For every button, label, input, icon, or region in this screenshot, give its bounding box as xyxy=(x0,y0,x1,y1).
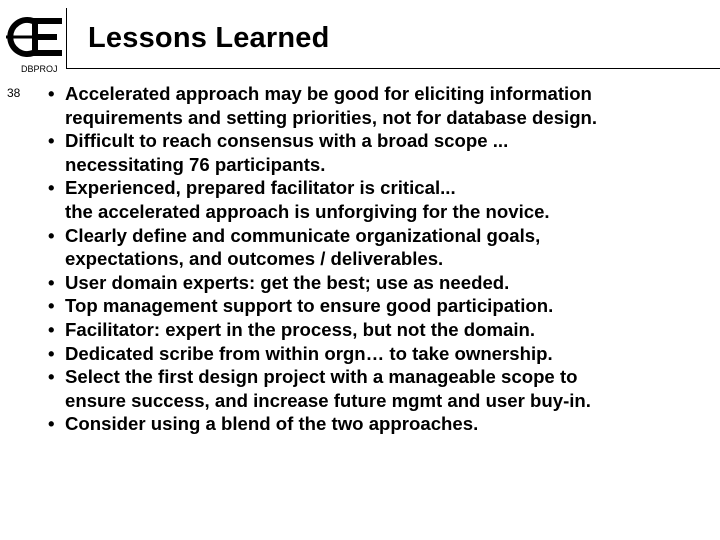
bullet-item xyxy=(48,342,716,366)
bullet-item xyxy=(48,294,716,318)
bullet-icon: • xyxy=(48,130,55,152)
header-vertical-divider xyxy=(66,8,67,68)
bullet-item xyxy=(48,365,716,412)
bullet-text: Consider using a blend of the two approaches. xyxy=(65,413,479,435)
bullet-icon: • xyxy=(48,83,55,104)
bullet-item xyxy=(48,318,716,342)
bullet-icon: • xyxy=(48,177,55,199)
logo-e-shape xyxy=(35,21,62,53)
bullet-icon: • xyxy=(48,271,55,293)
course-code: DBPROJ xyxy=(21,64,58,74)
bullet-list xyxy=(48,82,716,436)
bullet-text: Top management support to ensure good participation. xyxy=(65,295,554,317)
bullet-text: Experienced, prepared facilitator is critical... the accelerated approach is unforgiving for the novice. xyxy=(65,177,550,222)
bullet-icon: • xyxy=(48,413,55,435)
bullet-item xyxy=(48,271,716,295)
bullet-text: Select the first design project with a manageable scope to ensure success, and increase future mgmt and user buy-in. xyxy=(65,366,591,411)
bullet-item xyxy=(48,412,716,436)
bullet-icon: • xyxy=(48,366,55,388)
bullet-text: Clearly define and communicate organizational goals, expectations, and outcomes / deliverables. xyxy=(65,224,541,270)
bullet-text: Difficult to reach consensus with a broad scope ... necessitating 76 participants. xyxy=(65,130,509,175)
bullet-item xyxy=(48,129,716,176)
bullet-item xyxy=(48,224,716,271)
bullet-text: User domain experts: get the best; use as needed. xyxy=(65,271,510,293)
bullet-item xyxy=(48,82,716,129)
bullet-text: Dedicated scribe from within orgn… to take ownership. xyxy=(65,342,553,364)
header-horizontal-divider xyxy=(66,68,720,69)
bullet-icon: • xyxy=(48,295,55,317)
bullet-item xyxy=(48,176,716,223)
bullet-icon: • xyxy=(48,318,55,340)
bullet-icon: • xyxy=(48,224,55,246)
ce-logo xyxy=(4,12,66,62)
slide-number: 38 xyxy=(7,86,21,100)
page-title: Lessons Learned xyxy=(88,22,330,54)
bullet-text: Facilitator: expert in the process, but not the domain. xyxy=(65,318,536,340)
bullet-icon: • xyxy=(48,342,55,364)
bullet-text: Accelerated approach may be good for eliciting information requirements and setting priorities, not for database design. xyxy=(65,83,598,128)
